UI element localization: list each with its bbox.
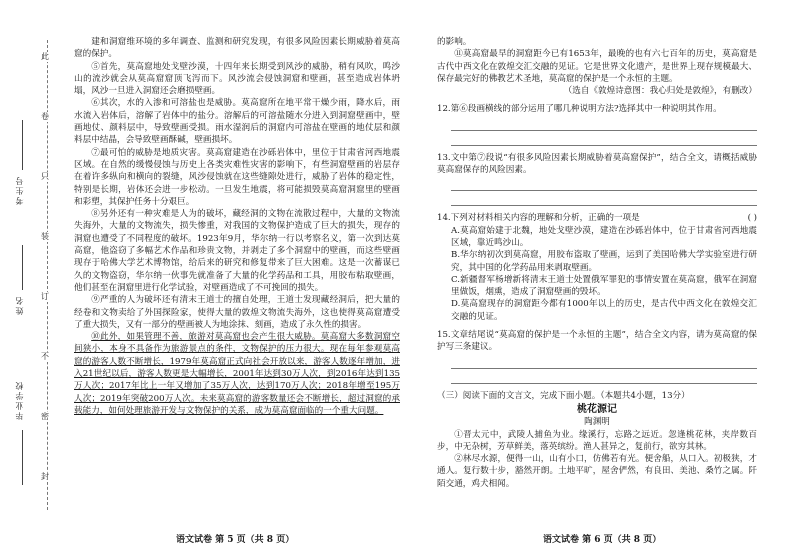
- question-14: [437, 212, 757, 224]
- paragraph: ⑤首先，莫高窟地处戈壁沙漠，十四年来长期受到风沙的威胁，稍有风吹，鸣沙山的流沙就会从莫高窟窟顶飞泻而下。风沙流会侵蚀洞窟和壁画，甚至造成岩体坍塌，风沙一旦进入洞窟还会磨损壁画。: [74, 61, 400, 97]
- seal-mark: 密: [41, 412, 49, 421]
- text-author: 陶渊明: [584, 417, 610, 428]
- page-6-footer: 语文试卷 第 6 页（共 8 页）: [543, 535, 662, 545]
- page-5-body: [74, 36, 400, 417]
- option-b: B.华尔纳初次到莫高窟，用胶布盗取了壁画，运到了美国哈佛大学实验室进行研究，其中国的化学药品用来剥取壁画。: [451, 250, 757, 273]
- text-title: 桃花源记: [577, 403, 617, 415]
- option-c: C.新疆督军杨增新将清末王道士处置俄军罪犯的事情安置在莫高窟，俄军在洞窟里做饭，烟熏，造成了洞窟壁画的毁坏。: [451, 274, 757, 298]
- page-5-footer: 语文试卷 第 5 页（共 8 页）: [176, 535, 295, 545]
- answer-line[interactable]: [451, 369, 757, 384]
- school-label: 毕业学校: [15, 380, 24, 420]
- name-label: 姓名: [15, 295, 24, 315]
- page-6-body: [437, 36, 757, 490]
- candidate-number-line: [22, 120, 23, 170]
- binding-gutter: [0, 0, 62, 560]
- school-line: [22, 430, 23, 485]
- seal-mark: 订: [41, 292, 49, 301]
- paragraph: ⑥其次，水的入渗和可溶盐也是威胁。莫高窟所在地平常干燥少雨，降水后，雨水流入岩体后，溶解了岩体中的盐分。溶解后的可溶盐随水分进入到洞窟壁画中，壁画地仗、颜料层中，导致壁画受损。雨水湿润后的洞窟内可溶盐在壁画的地仗层和颜料层中结晶，会导致壁画酥碱，壁画损坏。: [74, 98, 400, 146]
- name-line: [22, 245, 23, 290]
- answer-line[interactable]: [451, 131, 757, 146]
- seal-mark: 封: [41, 472, 49, 481]
- seal-mark: 装: [41, 232, 49, 241]
- paragraph: ⑪莫高窟最早的洞窟距今已有1653年，最晚的也有六七百年的历史，莫高窟是古代中西文化在敦煌交汇交融的见证。它是世界文化遗产，是世界上现存规模最大、保存最完好的佛教艺术圣地，莫高窟的保护是一个永恒的主题。: [437, 49, 757, 84]
- answer-line[interactable]: [451, 354, 757, 369]
- answer-paren[interactable]: ( ): [747, 213, 757, 224]
- question-13: 13.文中第⑦段说“有很多风险因素长期威胁着莫高窟保护”，结合全文，请概括威胁莫高窟保存的风险因素。: [437, 152, 757, 176]
- seal-mark: 只: [41, 172, 49, 181]
- paragraph: ⑧另外还有一种灾难是人为的破坏，藏经洞的文物在流散过程中，大量的文物流失海外，大量的文物流失，损失惨重，对我国的文物保护造成了巨大的损失，现存的洞窟也遭受了不同程度的破坏。1923年9月，华尔纳一行以考察名义，第一次到达莫高窟，他盗窃了多幅艺术作品和珍贵文物，并剥走了多个洞窟中的壁画，而这些壁画现存于哈佛大学艺术博物馆，给后来的研究和修复带来了巨大困难。这是一次蓄谋已久的文物盗窃，华尔纳一伙事先就准备了大量的化学药品和工具，用胶布粘取壁画，他们甚至在洞窟里进行化学试验，对壁画造成了不可挽回的损失。: [74, 209, 400, 293]
- paragraph: ⑨严重的人为破坏还有清末王道士的擅自处理，王道士发现藏经洞后，把大量的经卷和文物卖给了外国探险家，使得大量的敦煌文物流失海外，这也使得莫高窟遭受了重大损失，又有一部分的壁画被人为地涂抹、刻画，造成了永久性的损害。: [74, 295, 400, 330]
- source-citation: （选自《敦煌诗意图：我心归处是敦煌》，有删改）: [563, 86, 757, 97]
- candidate-number-label: 考生号: [15, 175, 24, 205]
- paragraph: 建和洞窟维环境的多年调查、监测和研究发现，有很多风险因素长期威胁着莫高窟的保护。: [74, 37, 400, 60]
- underlined-paragraph: ⑩此外，如果管理不善，旅游对莫高窟也会产生很大威胁。莫高窟大多数洞窟空间狭小，本身不具备作为旅游景点的条件，文物保护的压力很大。现在每年参观莫高窟的游客人数不断增长，1979年莫高窟正式向社会开放以来，游客人数逐年增加，进入21世纪以后，游客人数更是大幅增长，2001年达到30万人次，到2016年达到135万人次；2017年比上一年又增加了35万人次，达到170万人次；2018年增至195万人次；2019年突破200万人次。未来莫高窟的游客数量还会不断增长，超过洞窟的承载能力，如何处理旅游开发与文物保护的关系，成为莫高窟面临的一个重大问题。: [74, 332, 400, 416]
- section-3-heading: （三）阅读下面的文言文，完成下面小题。（本题共4小题，13分）: [437, 390, 690, 401]
- seal-mark: 此: [41, 52, 49, 61]
- seal-mark: 不: [41, 352, 49, 361]
- classical-text-paragraph: ①晋太元中，武陵人捕鱼为业。缘溪行，忘路之远近。忽逢桃花林，夹岸数百步，中无杂树，芳草鲜美，落英缤纷。渔人甚异之，复前行，欲穷其林。: [437, 429, 757, 452]
- answer-line[interactable]: [451, 116, 757, 131]
- answer-line[interactable]: [451, 176, 757, 191]
- classical-text-paragraph: ②林尽水源，便得一山，山有小口，仿佛若有光。便舍船，从口入。初极狭，才通人。复行数十步，豁然开朗。土地平旷，屋舍俨然，有良田、美池、桑竹之属。阡陌交通，鸡犬相闻。: [437, 454, 757, 489]
- seal-mark: 卷: [41, 112, 49, 121]
- paragraph: 的影响。: [437, 37, 472, 47]
- paragraph: ⑦最可怕的威胁是地质灾害。莫高窟建造在沙砾岩体中，里位于甘肃省河西地震区域。在自然的缓慢侵蚀与历史上各类灾难性灾害的影响下，有些洞窟壁画的岩层存在着许多纵向和横向的裂缝，风沙侵蚀就在这些缝隙处进行，威胁了岩体的稳定性，特别是长期，岩体还会进一步松动。一旦发生地震，将可能损毁莫高窟洞窟里的壁画和彩塑，其保护任务十分艰巨。: [74, 147, 400, 207]
- question-14-text: 14.下列对材料相关内容的理解和分析，正确的一项是: [437, 213, 640, 224]
- option-d: D.莫高窟现存的洞窟距今都有1000年以上的历史，是古代中西文化在敦煌交汇交融的见证。: [451, 299, 757, 322]
- answer-line[interactable]: [451, 191, 757, 206]
- seal-line: [47, 40, 48, 510]
- option-a: A.莫高窟始建于北魏，地处戈壁沙漠，建造在沙砾岩体中，位于甘肃省河西地震区域，靠近鸣沙山。: [451, 225, 757, 248]
- question-12: 12.第⑥段画横线的部分运用了哪几种说明方法?选择其中一种说明其作用。: [437, 104, 722, 115]
- question-15: 15.文章结尾说“莫高窟的保护是一个永恒的主题”，结合全文内容，请为莫高窟的保护写三条建议。: [437, 330, 757, 353]
